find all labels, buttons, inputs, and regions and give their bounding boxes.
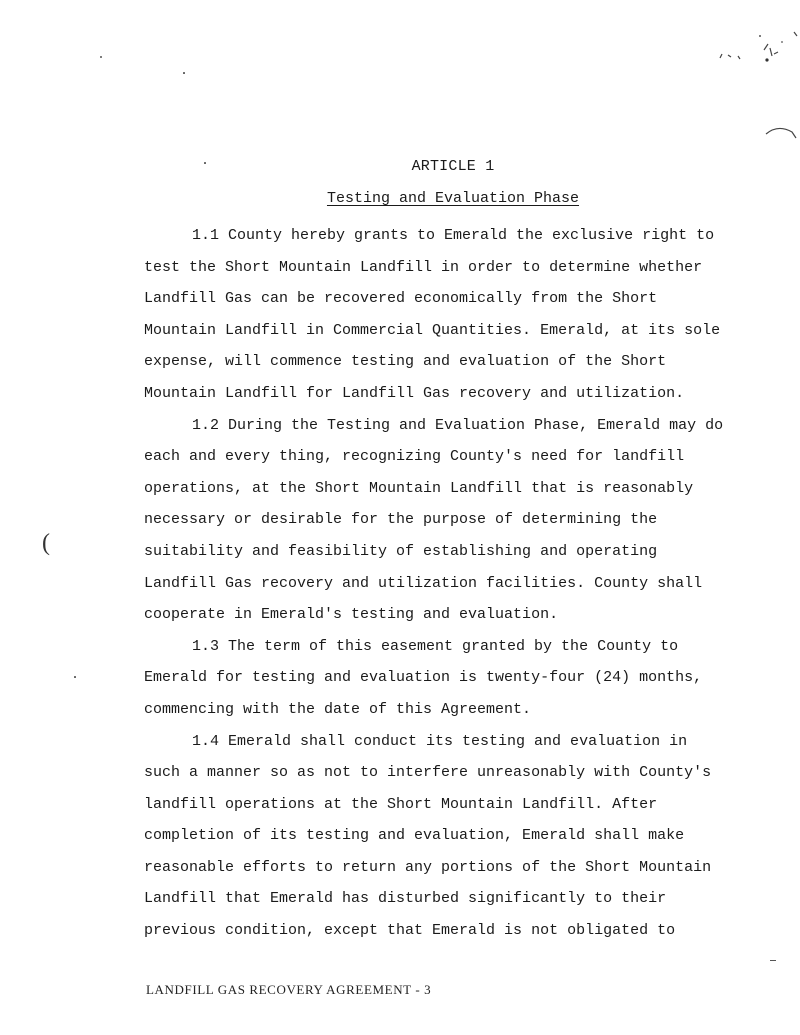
paragraph-1-3-line: commencing with the date of this Agreement. (144, 700, 532, 718)
paragraph-1-3-line: Emerald for testing and evaluation is twenty-four (24) months, (144, 669, 703, 687)
speck (770, 960, 776, 961)
paragraph-1-1-line: expense, will commence testing and evaluation of the Short (144, 353, 667, 371)
page-footer: LANDFILL GAS RECOVERY AGREEMENT - 3 (146, 982, 432, 997)
paragraph-1-2-line: Landfill Gas recovery and utilization facilities. County shall (144, 574, 703, 592)
paragraph-1-4-line: such a manner so as not to interfere unreasonably with County's (144, 764, 712, 782)
section-heading: Testing and Evaluation Phase (326, 190, 580, 207)
speck (183, 72, 185, 74)
paragraph-1-2-line: 1.2 During the Testing and Evaluation Phase, Emerald may do (192, 416, 724, 434)
paragraph-1-1-line: Mountain Landfill for Landfill Gas recovery and utilization. (144, 384, 685, 402)
paragraph-1-4-line: reasonable efforts to return any portions of the Short Mountain (144, 858, 712, 876)
paragraph-1-2-line: necessary or desirable for the purpose of determining the (144, 511, 658, 529)
paragraph-1-4-line: Landfill that Emerald has disturbed significantly to their (144, 890, 667, 908)
paragraph-1-2-line: cooperate in Emerald's testing and evaluation. (144, 606, 559, 624)
paragraph-1-2-line: operations, at the Short Mountain Landfill that is reasonably (144, 479, 694, 497)
paragraph-1-1-line: Landfill Gas can be recovered economically from the Short (144, 290, 658, 308)
speck (74, 676, 76, 678)
paragraph-1-1-line: 1.1 County hereby grants to Emerald the exclusive right to (192, 227, 715, 244)
paragraph-1-4-line: landfill operations at the Short Mountain Landfill. After (144, 795, 658, 813)
paragraph-1-1-line: Mountain Landfill in Commercial Quantities. Emerald, at its sole (144, 321, 721, 339)
scan-artifact-marks (712, 30, 800, 150)
article-heading: ARTICLE 1 (411, 158, 495, 175)
paragraph-1-2-line: suitability and feasibility of establishing and operating (144, 542, 658, 560)
paragraph-1-4-line: previous condition, except that Emerald is not obligated to (144, 922, 676, 940)
paragraph-1-4-line: completion of its testing and evaluation, Emerald shall make (144, 827, 685, 845)
margin-mark: ( (42, 530, 50, 556)
paragraph-1-2-line: each and every thing, recognizing County's need for landfill (144, 448, 685, 466)
paragraph-1-4-line: 1.4 Emerald shall conduct its testing and evaluation in (192, 732, 688, 750)
paragraph-1-3-line: 1.3 The term of this easement granted by the County to (192, 637, 679, 655)
body-text (144, 220, 800, 947)
speck (100, 56, 102, 58)
paragraph-1-1-line: test the Short Mountain Landfill in order to determine whether (144, 258, 703, 276)
